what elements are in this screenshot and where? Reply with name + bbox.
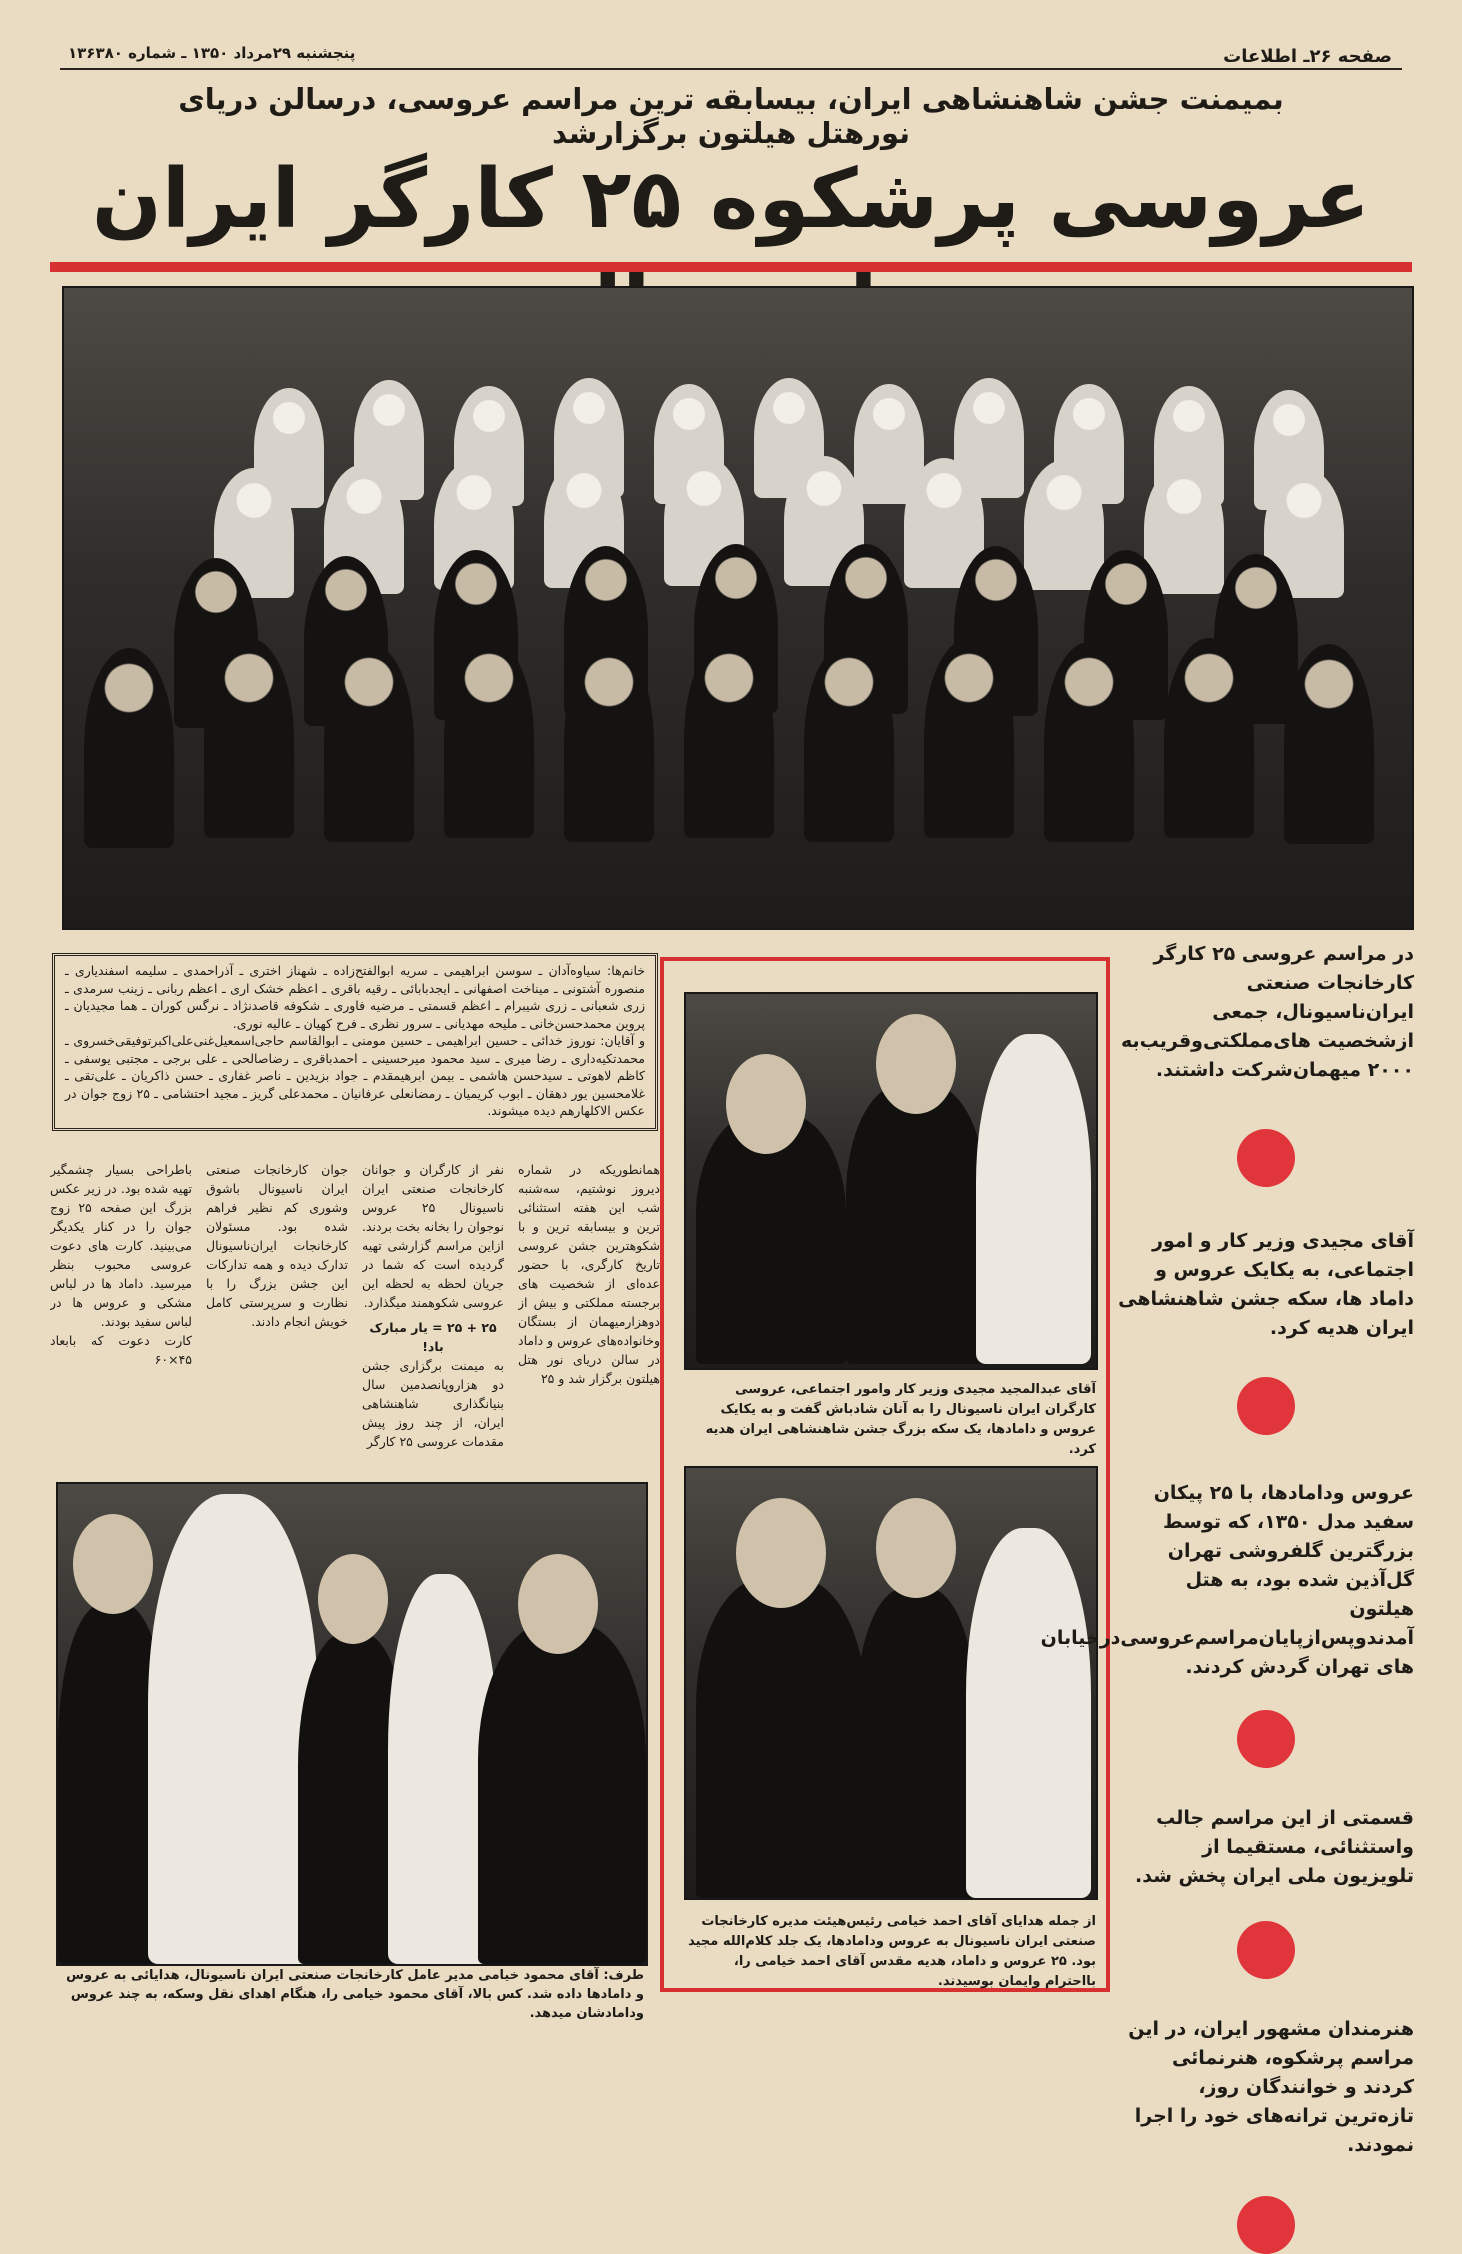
face (726, 1054, 806, 1154)
groom-figure (924, 638, 1014, 838)
article-column-3: جوان کارخانجات صنعتی ایران ناسیونال باشوق وشوری کم نظیر فراهم شده بود. مسئولان کارخانجات ایران‌ناسیونال تدارک دیده و همه تدارکات این جشن بزرگ را با نظارت و سرپرستی کامل خویش انجام دادند. (206, 1162, 348, 1329)
khayami-gift-photo (56, 1482, 648, 1966)
names-women: خانم‌ها: سیاوه‌آدان ـ سوسن ابراهیمی ـ سریه ابوالفتح‌زاده ـ شهناز اختری ـ آذراحمدی ـ سلیمه اسفندیاری ـ منصوره آشتونی ـ میناخت اصفهانی ـ ایجدبابائی ـ رقیه باقری ـ اعظم خشک اری ـ اعظم ربانی ـ زینب سرمدی ـ زری شعبانی ـ زری شیبرام ـ اعظم قسمتی ـ مرضیه فاوری ـ شکوفه قاصدنژاد ـ نرگس کوران ـ هما مجیدیان ـ پروین محمدحسن‌خانی ـ ملیحه مهدیانی ـ سرور نظری ـ فرح کهیان ـ عالیه نوری. (65, 963, 645, 1031)
article-column-4 (50, 1160, 192, 1460)
caption-khayami: طرف: آقای محمود خیامی مدیر عامل کارخانجات صنعتی ایران ناسیونال، هدایائی به عروس و دامادها داده شد. کس بالا، آقای محمود خیامی را، هنگام اهدای نقل وسکه، به چند عروس ودامادشان میدهد. (66, 1968, 644, 2021)
groom-figure (684, 638, 774, 838)
red-divider (50, 262, 1412, 272)
article-column-2 (362, 1160, 504, 1460)
bride-figure (1024, 460, 1104, 590)
red-bullet (1237, 2196, 1295, 2254)
groom-figure (856, 1588, 976, 1898)
quran-gift-photo (684, 1466, 1098, 1900)
article-text: باطراحی بسیار چشمگیر تهیه شده بود. در زیر عکس بزرگ این صفحه ۲۵ زوج جوان را در کنار یکدیگر می‌بینید. کارت های دعوت عروسی محبوب بنظر میرسید. داماد ها در لباس مشکی و عروس ها در لباس سفید بودند. (50, 1162, 192, 1329)
highlight-tv: قسمتی از این مراسم جالب واستثنائی، مستقیما از تلویزیون ملی ایران پخش شد. (1135, 1807, 1414, 1887)
bride-veil (966, 1528, 1091, 1898)
highlight-guests: در مراسم عروسی ۲۵ کارگر کارخانجات صنعتی ایران‌ناسیونال، جمعی ازشخصیت های‌مملکتی‌وقریب‌به ۲۰۰۰ میهمان‌شرکت داشتند. (1120, 943, 1414, 1081)
caption-minister: آقای عبدالمجید مجیدی وزیر کار وامور اجتماعی، عروسی کارگران ایران ناسیونال را به آنان شادباش گفت و به یکایک عروس و دامادها، یک سکه بزرگ جشن شاهنشاهی ایران هدیه کرد. (705, 1382, 1096, 1457)
face (518, 1554, 598, 1654)
groom-figure (804, 642, 894, 842)
red-bullet (1237, 1129, 1295, 1187)
minister-coin-photo (684, 992, 1098, 1370)
highlight-cars: عروس ودامادها، با ۲۵ پیکان سفید مدل ۱۳۵۰، که توسط بزرگترین گلفروشی تهران گل‌آذین شده بود، به هتل هیلتون آمدندوپس‌ازپایان‌مراسم‌عروسی‌درخیابان های تهران گردش کردند. (1040, 1482, 1414, 1678)
red-bullet (1237, 1921, 1295, 1979)
names-men: و آقایان: نوروز خدائی ـ حسین ابراهیمی ـ حسین مومنی ـ ابوالقاسم حاجی‌اسمعیل‌غنی‌علی‌اکبر‌توفیقی‌خسروی ـ محمدتکیه‌داری ـ رضا میری ـ سید محمود میرحسینی ـ احمدباقری ـ رضاصالحی ـ علی برجی ـ مجتبی یوسفی ـ کاظم لاهوتی ـ سیدحسن هاشمی ـ بیمن ابرهیمقدم ـ جواد بزیدین ـ ناصر غفاری ـ حسن ذاکریان ـ علی‌تقی ـ غلامحسین یور دهقان ـ ابوب کریمیان ـ رمضانعلی عرفانیان ـ محمدعلی گریز ـ مجید احتشامی ـ ۲۵ زوج جوان در عکس الاکلهارهم دیده میشوند. (65, 1033, 645, 1118)
face (73, 1514, 153, 1614)
groom-figure (1044, 642, 1134, 842)
red-bullet (1237, 1710, 1295, 1768)
face (876, 1014, 956, 1114)
article-column-1: همانطوریکه در شماره دیروز نوشتیم، سه‌شنبه شب این هفته استثنائی ترین و بیسابقه ترین و با شکوهترین جشن عروسی تاریخ کارگری، با حضور عده‌ای از شخصیت های برجسته مملکتی و بیش از دوهزارمیهمان از بستگان وخانواده‌های عروس و داماد در سالن دریای نور هتل هیلتون برگزار شد و ۲۵ (518, 1162, 660, 1386)
man-figure (696, 1578, 866, 1898)
article-columns (50, 1160, 660, 1460)
groom-figure (564, 642, 654, 842)
groom-figure (1284, 644, 1374, 844)
groom-figure (204, 638, 294, 838)
groom-figure (324, 642, 414, 842)
groom-figure (84, 648, 174, 848)
group-wedding-photo (62, 286, 1414, 930)
header-rule (60, 68, 1402, 70)
bride-veil (976, 1034, 1091, 1364)
bride-veil (148, 1494, 318, 1964)
headline: عروسی پرشکوه ۲۵ کارگر ایران (91, 152, 1371, 247)
article-text: به میمنت برگزاری جشن دو هزاروپانصدمین سال بنیانگذاری شاهنشاهی ایران، از چند روز پیش مقدمات عروسی ۲۵ کارگر (362, 1358, 504, 1449)
face (736, 1498, 826, 1608)
highlight-artists: هنرمندان مشهور ایران، در این مراسم پرشکوه، هنرنمائی کردند و خوانندگان روز، تازه‌ترین ترانه‌های خود را اجرا نمودند. (1128, 2018, 1414, 2156)
article-text: نفر از کارگران و جوانان کارخانجات صنعتی ایران ناسیونال ۲۵ عروس نوجوان را بخانه بخت بردند. ازاین مراسم گزارشی تهیه گردیده است که شما در جریان لحظه به لحظه این عروسی شکوهمند میگذارد. (362, 1162, 504, 1310)
kicker: بمیمنت جشن شاهنشاهی ایران، بیسابقه ترین مراسم عروسی، درسالن دریای نورهتل هیلتون برگزارشد (178, 82, 1284, 150)
face (318, 1554, 388, 1644)
red-bullet (1237, 1377, 1295, 1435)
face (876, 1498, 956, 1598)
groom-figure (846, 1084, 986, 1364)
groom-figure (1164, 638, 1254, 838)
man-figure (478, 1624, 646, 1964)
article-text: کارت دعوت که بابعاد ۴۵×۶۰ (50, 1333, 192, 1367)
names-box (52, 953, 658, 1131)
date-issue: پنجشنبه ۲۹مرداد ۱۳۵۰ ـ شماره ۱۳۶۳۸۰ (68, 44, 356, 62)
subheading: ۲۵ + ۲۵ = یار مبارک باد! (369, 1320, 497, 1354)
groom-figure (444, 638, 534, 838)
highlight-minister: آقای مجیدی وزیر کار و امور اجتماعی، به یکایک عروس و داماد ها، سکه جشن شاهنشاهی ایران هدیه کرد. (1118, 1230, 1414, 1339)
highlights-column (1040, 940, 1414, 2254)
page-label: صفحه ۲۶ـ اطلاعات (1223, 46, 1392, 67)
bride-figure (1144, 464, 1224, 594)
caption-quran: از جمله هدایای آقای احمد خیامی رئیس‌هیئت مدیره کارخانجات صنعتی ایران ناسیونال به عروس ودامادها، یک جلد کلام‌الله مجید بود. ۲۵ عروس و داماد، هدیه مقدس آقای احمد خیامی را، بااحترام وایمان بوسیدند. (688, 1914, 1096, 1989)
